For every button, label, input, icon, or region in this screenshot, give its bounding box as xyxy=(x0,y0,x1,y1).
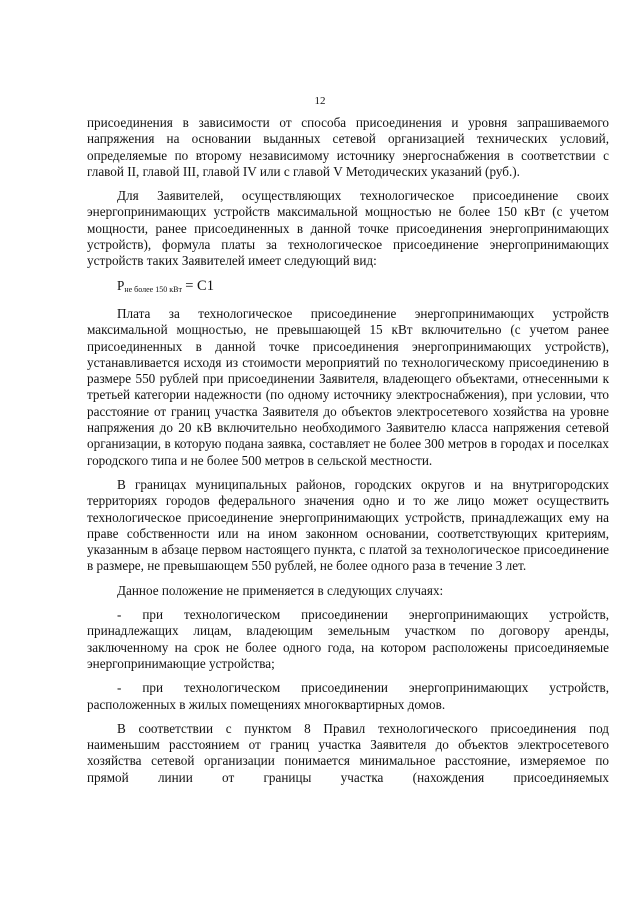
formula-symbol: P xyxy=(117,277,125,293)
formula-rhs: = С1 xyxy=(185,277,214,294)
list-item-lease: - при технологическом присоединении энергопринимающих устройств, принадлежащих лицам, владеющим земельным участком по договору аренды, заключенному на срок не более одного года, на котором расположены присоединяемые энергопринимающие устройства; xyxy=(87,607,609,671)
paragraph-continuation: присоединения в зависимости от способа присоединения и уровня запрашиваемого напряжения на основании выданных сетевой организацией технических условий, определяемые по второму независимому источнику энергоснабжения в соответствии с главой II, главой III, главой IV или с главой V Методических указаний (руб.). xyxy=(87,115,609,179)
formula xyxy=(117,278,609,298)
paragraph-fee-15kw: Плата за технологическое присоединение энергопринимающих устройств максимальной мощностью, не превышающей 15 кВт включительно (с учетом ранее присоединенных в данной точке присоединения энергопринимающих устройств), устанавливается исходя из стоимости мероприятий по технологическому присоединению в размере 550 рублей при присоединении Заявителя, владеющего объектами, отнесенными к третьей категории надежности (по одному источнику электроснабжения), при условии, что расстояние от границ участка Заявителя до объектов электросетевого хозяйства на уровне напряжения до 20 кВ включительно необходимого Заявителю класса напряжения сетевой организации, в которую подана заявка, составляет не более 300 метров в городах и поселках городского типа и не более 500 метров в сельской местности. xyxy=(87,305,609,468)
formula-subscript: не более 150 кВт xyxy=(124,284,182,294)
paragraph-exceptions-intro: Данное положение не применяется в следующих случаях: xyxy=(117,582,444,598)
paragraph-distance-definition: В соответствии с пунктом 8 Правил технологического присоединения под наименьшим расстоянием от границ участка Заявителя до объектов электросетевого хозяйства сетевой организации понимается минимальное расстояние, измеряемое по прямой линии от границы участка (нахождения присоединяемых xyxy=(87,720,609,785)
document-body xyxy=(87,115,609,794)
list-item-apartments: - при технологическом присоединении энергопринимающих устройств, расположенных в жилых помещениях многоквартирных домов. xyxy=(87,680,609,712)
paragraph-municipal-boundaries: В границах муниципальных районов, городских округов и на внутригородских территориях городов федерального значения одно и то же лицо может осуществить технологическое присоединение энергопринимающих устройств, принадлежащих ему на праве собственности или на ином законном основании, соответствующих критериям, указанным в абзаце первом настоящего пункта, с платой за технологическое присоединение в размере, не превышающем 550 рублей, не более одного раза в течение 3 лет. xyxy=(87,476,609,574)
paragraph-applicants-150kw: Для Заявителей, осуществляющих технологическое присоединение своих энергопринимающих устройств максимальной мощностью не более 150 кВт (с учетом мощности, ранее присоединенных в данной точке присоединения энергопринимающих устройств), формула платы за технологическое присоединение энергопринимающих устройств таких Заявителей имеет следующий вид: xyxy=(87,188,609,269)
page-number: 12 xyxy=(314,95,326,107)
